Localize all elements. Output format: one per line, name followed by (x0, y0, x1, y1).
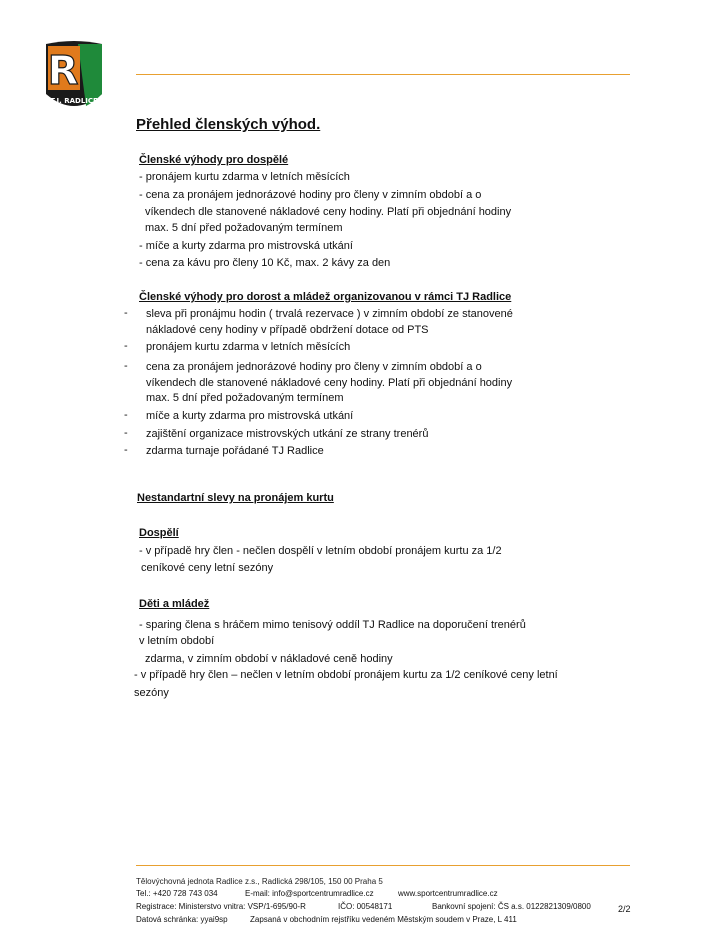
logo-caption: T.J. RADLICE (50, 97, 98, 105)
list-item: pronájem kurtu zdarma v letních měsících (146, 341, 351, 353)
list-item: - v případě hry člen – nečlen v letním období pronájem kurtu za 1/2 ceníkové ceny letní (134, 669, 558, 681)
list-item: - míče a kurty zdarma pro mistrovská utkání (139, 240, 353, 252)
list-item: zdarma, v zimním období v nákladové ceně hodiny (145, 653, 393, 665)
list-item: max. 5 dní před požadovaným termínem (145, 222, 343, 234)
list-item: víkendech dle stanovené nákladové ceny hodiny. Platí při objednání hodiny (145, 206, 512, 218)
bullet-dash: - (124, 444, 128, 456)
footer-court-registry: Zapsaná v obchodním rejstříku vedeném Městským soudem v Praze, L 411 (250, 915, 517, 924)
list-item: cena za pronájem jednorázové hodiny pro členy v zimním období a o (146, 361, 482, 373)
list-item: - cena za pronájem jednorázové hodiny pro členy v zimním období a o (139, 189, 482, 201)
bullet-dash: - (124, 360, 128, 372)
list-item: zdarma turnaje pořádané TJ Radlice (146, 445, 324, 457)
page-number: 2/2 (618, 904, 631, 914)
list-item: - pronájem kurtu zdarma v letních měsících (139, 171, 350, 183)
footer-bank: Bankovní spojení: ČS a.s. 0122821309/0800 (432, 902, 591, 911)
list-item: sezóny (134, 687, 169, 699)
list-item: víkendech dle stanovené nákladové ceny hodiny. Platí při objednání hodiny (146, 377, 513, 389)
list-item: míče a kurty zdarma pro mistrovská utkání (146, 410, 354, 422)
footer-registration: Registrace: Ministerstvo vnitra: VSP/1-695/90-R (136, 902, 306, 911)
list-item: v letním období (139, 635, 215, 647)
list-item: sleva při pronájmu hodin ( trvalá rezervace ) v zimním období ze stanovené (146, 308, 513, 320)
adults-subheading: Dospělí (139, 527, 179, 539)
list-item: nákladové ceny hodiny v případě obdržení dotace od PTS (146, 324, 429, 336)
logo-letter: R (47, 48, 79, 94)
footer-data-box: Datová schránka: yyai9sp (136, 915, 228, 924)
nonstandard-discounts-heading: Nestandartní slevy na pronájem kurtu (137, 492, 334, 504)
bullet-dash: - (124, 409, 128, 421)
bullet-dash: - (124, 427, 128, 439)
header-divider (136, 74, 630, 75)
tj-radlice-logo (40, 40, 108, 112)
bullet-dash: - (124, 307, 128, 319)
adult-benefits-heading: Členské výhody pro dospělé (139, 154, 289, 166)
footer-website[interactable]: www.sportcentrumradlice.cz (398, 889, 498, 898)
list-item: - cena za kávu pro členy 10 Kč, max. 2 kávy za den (139, 257, 391, 269)
list-item: max. 5 dní před požadovaným termínem (146, 392, 344, 404)
list-item: zajištění organizace mistrovských utkání ze strany trenérů (146, 428, 429, 440)
page-title: Přehled členských výhod. (136, 116, 321, 133)
bullet-dash: - (124, 340, 128, 352)
list-item: - sparing člena s hráčem mimo tenisový oddíl TJ Radlice na doporučení trenérů (139, 619, 526, 631)
footer-divider (136, 865, 630, 866)
footer-address: Tělovýchovná jednota Radlice z.s., Radlická 298/105, 150 00 Praha 5 (136, 877, 383, 886)
kids-subheading: Děti a mládež (139, 598, 210, 610)
footer-phone: Tel.: +420 728 743 034 (136, 889, 218, 898)
footer-ico: IČO: 00548171 (338, 902, 393, 911)
list-item: - v případě hry člen - nečlen dospělí v letním období pronájem kurtu za 1/2 (139, 545, 502, 557)
youth-benefits-heading: Členské výhody pro dorost a mládež organizovanou v rámci TJ Radlice (139, 291, 512, 303)
footer-email[interactable]: E-mail: info@sportcentrumradlice.cz (245, 889, 374, 898)
list-item: ceníkové ceny letní sezóny (141, 562, 274, 574)
